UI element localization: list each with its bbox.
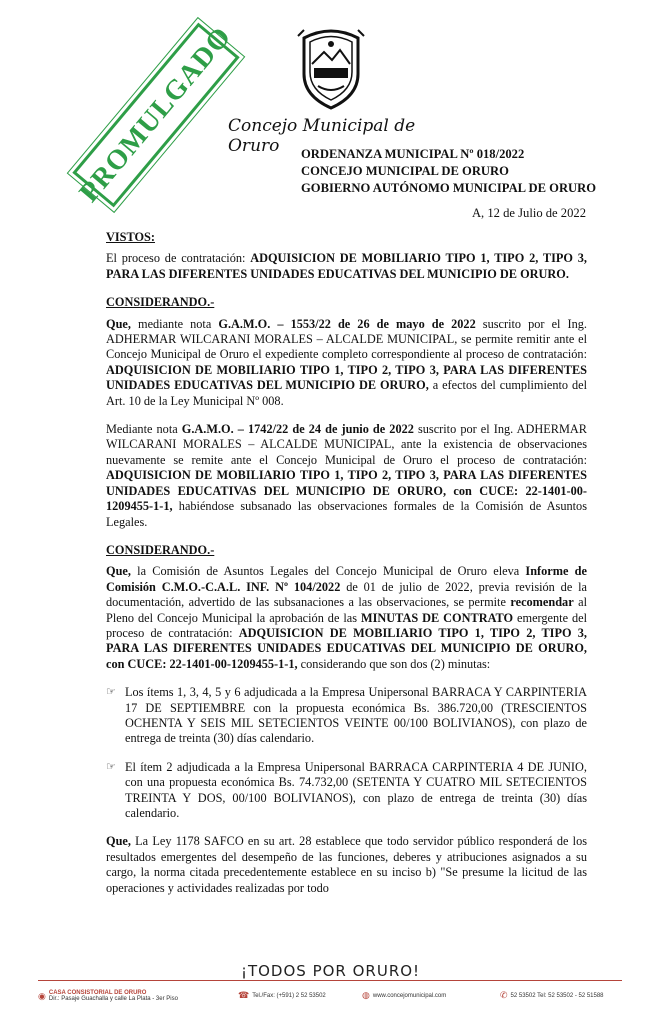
vistos-paragraph: El proceso de contratación: ADQUISICION DE MOBILIARIO TIPO 1, TIPO 2, TIPO 3, PARA LAS DIFERENTES UNIDADES EDUCATIVAS DEL MUNICIPIO DE ORURO. bbox=[106, 251, 587, 281]
footer-address: ◉ CASA CONSISTORIAL DE ORURO Dir.: Pasaje Guachalla y calle La Plata - 3er Piso bbox=[38, 990, 178, 1002]
coat-of-arms-logo bbox=[294, 24, 368, 110]
council-line: CONCEJO MUNICIPAL DE ORURO bbox=[301, 164, 509, 178]
document-body bbox=[106, 230, 587, 909]
phone-icon: ☎ bbox=[238, 990, 250, 1000]
footer-divider bbox=[38, 980, 622, 981]
location-pin-icon: ◉ bbox=[38, 990, 46, 1001]
ordinance-header bbox=[301, 146, 596, 197]
promulgado-stamp: PROMULGADO bbox=[73, 21, 238, 209]
section-title-considerando-2: CONSIDERANDO.- bbox=[106, 542, 215, 557]
council-name: Concejo Municipal de Oruro bbox=[228, 116, 416, 156]
considerando-paragraph-4: Que, La Ley 1178 SAFCO en su art. 28 establece que todo servidor público responderá de los resultados emergentes del desempeño de las funciones, deberes y atribuciones asignados a su cargo, la norma citada precedentemente establece en su inciso b) "Se presume la licitud de las operaciones y actividades realizadas por todo bbox=[106, 834, 587, 895]
list-item: ☞ Los ítems 1, 3, 4, 5 y 6 adjudicada a la Empresa Unipersonal BARRACA Y CARPINTERIA 17 DE SEPTIEMBRE con la propuesta económica Bs. 386.720,00 (TRESCIENTOS OCHENTA Y SEIS MIL SETECIENTOS VEINTE 00/100 BOLIVIANOS), con plazo de entrega de treinta (30) días calendario. bbox=[106, 685, 587, 746]
list-item: ☞ El ítem 2 adjudicada a la Empresa Unipersonal BARRACA CARPINTERIA 4 DE JUNIO, con una propuesta económica Bs. 74.732,00 (SETENTA Y CUATRO MIL SETECIENTOS TREINTA Y DOS, 00/100 BOLIVIANOS), con plazo de entrega de treinta (30) días calendario. bbox=[106, 759, 587, 820]
government-line: GOBIERNO AUTÓNOMO MUNICIPAL DE ORURO bbox=[301, 181, 597, 195]
globe-icon: ◍ bbox=[362, 990, 370, 1000]
pointing-hand-icon: ☞ bbox=[106, 760, 116, 773]
footer-slogan: ¡TODOS POR ORURO! bbox=[0, 962, 661, 980]
footer-website[interactable]: ◍ www.concejomunicipal.com bbox=[362, 990, 447, 1000]
pointing-hand-icon: ☞ bbox=[106, 686, 116, 699]
footer-phone: ☎ Tel./Fax: (+591) 2 52 53502 bbox=[238, 990, 326, 1000]
whatsapp-icon: ✆ bbox=[500, 990, 508, 1000]
considerando-paragraph-1: Que, mediante nota G.A.M.O. – 1553/22 de 26 de mayo de 2022 suscrito por el Ing. ADHERMAR WILCARANI MORALES – ALCALDE MUNICIPAL, se permite remitir ante el Concejo Municipal de Oruro el expediente completo correspondiente al proceso de contratación: ADQUISICION DE MOBILIARIO TIPO 1, TIPO 2, TIPO 3, PARA LAS DIFERENTES UNIDADES EDUCATIVAS DEL MUNICIPIO DE ORURO, a efectos del cumplimiento del Art. 10 de la Ley Municipal Nº 008. bbox=[106, 316, 587, 408]
considerando-paragraph-2: Mediante nota G.A.M.O. – 1742/22 de 24 de junio de 2022 suscrito por el Ing. ADHERMAR WILCARANI MORALES – ALCALDE MUNICIPAL, ante la existencia de observaciones nuevamente se remite ante el Concejo Municipal de Oruro el proceso de contratación: ADQUISICION DE MOBILIARIO TIPO 1, TIPO 2, TIPO 3, PARA LAS DIFERENTES UNIDADES EDUCATIVAS DEL MUNICIPIO DE ORURO, con CUCE: 22-1401-00-1209455-1-1, habiéndose subsanado las observaciones formales de la Comisión de Asuntos Legales. bbox=[106, 422, 587, 529]
ordinance-number: ORDENANZA MUNICIPAL Nº 018/2022 bbox=[301, 147, 525, 161]
adjudication-list bbox=[106, 685, 587, 821]
document-date: A, 12 de Julio de 2022 bbox=[471, 206, 586, 220]
section-title-vistos: VISTOS: bbox=[106, 230, 155, 244]
considerando-paragraph-3: Que, la Comisión de Asuntos Legales del Concejo Municipal de Oruro eleva Informe de Comisión C.M.O.-C.A.L. INF. Nº 104/2022 de 01 de julio de 2022, previa revisión de la documentación, advertido de las subsanaciones a las observaciones, se permite recomendar al Pleno del Concejo Municipal la aprobación de las MINUTAS DE CONTRATO emergente del proceso de contratación: ADQUISICION DE MOBILIARIO TIPO 1, TIPO 2, TIPO 3, PARA LAS DIFERENTES UNIDADES EDUCATIVAS DEL MUNICIPIO DE ORURO, con CUCE: 22-1401-00-1209455-1-1, considerando que son dos (2) minutas: bbox=[106, 564, 588, 671]
footer-whatsapp: ✆ 52 53502 Tel: 52 53502 - 52 51588 bbox=[500, 990, 604, 1000]
section-title-considerando: CONSIDERANDO.- bbox=[106, 295, 215, 310]
